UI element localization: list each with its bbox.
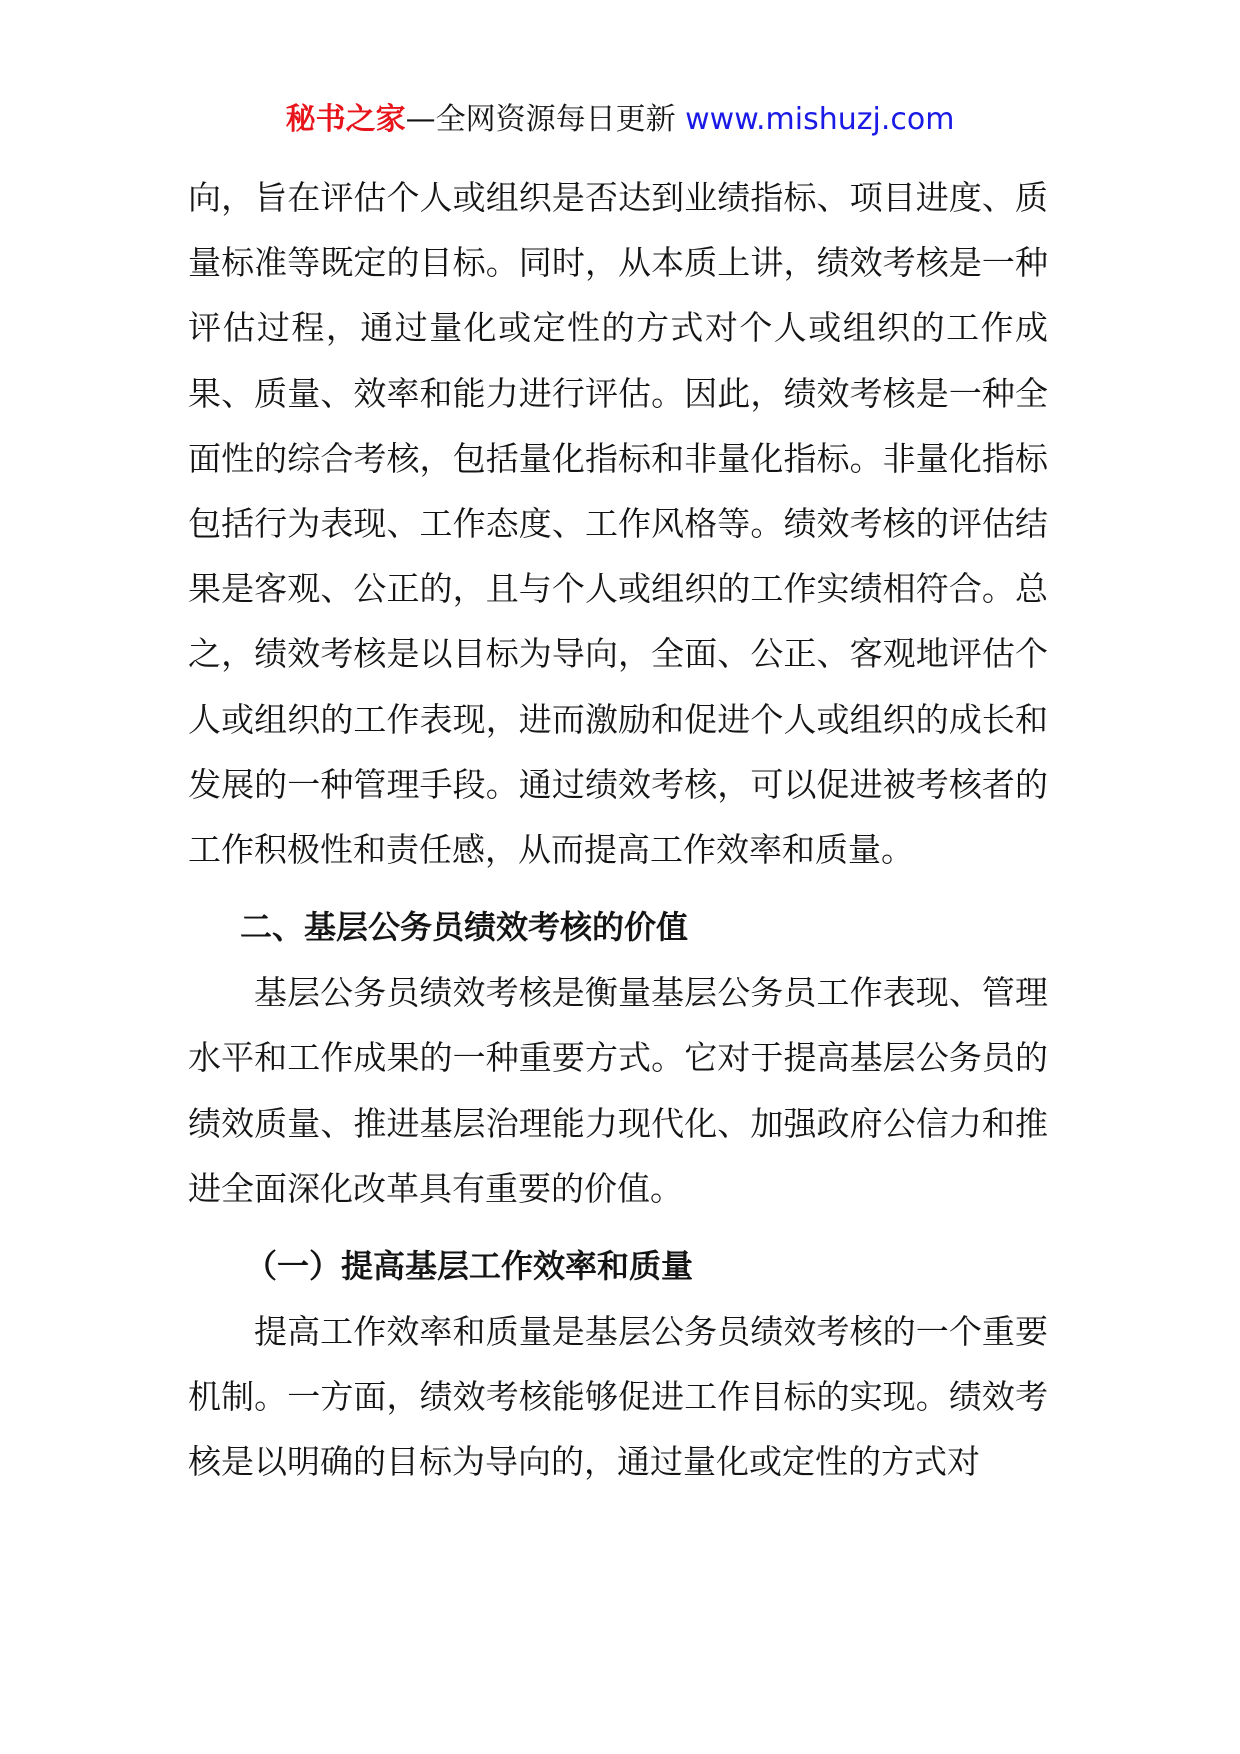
header-slogan: —全网资源每日更新 <box>405 102 676 137</box>
section-heading-2: 二、基层公务员绩效考核的价值 <box>240 908 689 947</box>
paragraph-continued: 向，旨在评估个人或组织是否达到业绩指标、项目进度、质量标准等既定的目标。同时，从本质上讲，绩效考核是一种评估过程，通过量化或定性的方式对个人或组织的工作成果、质量、效率和能力进行评估。因此，绩效考核是一种全面性的综合考核，包括量化指标和非量化指标。非量化指标包括行为表现、工作态度、工作风格等。绩效考核的评估结果是客观、公正的，且与个人或组织的工作实绩相符合。总之，绩效考核是以目标为导向，全面、公正、客观地评估个人或组织的工作表现，进而激励和促进个人或组织的成长和发展的一种管理手段。通过绩效考核，可以促进被考核者的工作积极性和责任感，从而提高工作效率和质量。 <box>188 178 1048 870</box>
subsection-heading-1: （一）提高基层工作效率和质量 <box>245 1247 694 1286</box>
site-header <box>0 100 1240 140</box>
document-body <box>188 165 1048 1495</box>
paragraph-subsection-1: 提高工作效率和质量是基层公务员绩效考核的一个重要机制。一方面，绩效考核能够促进工作目标的实现。绩效考核是以明确的目标为导向的，通过量化或定性的方式对 <box>188 1312 1048 1482</box>
brand-name: 秘书之家 <box>285 102 406 137</box>
site-url-link[interactable]: www.mishuzj.com <box>685 102 955 137</box>
paragraph-section-2: 基层公务员绩效考核是衡量基层公务员工作表现、管理水平和工作成果的一种重要方式。它对于提高基层公务员的绩效质量、推进基层治理能力现代化、加强政府公信力和推进全面深化改革具有重要的价值。 <box>188 973 1048 1208</box>
